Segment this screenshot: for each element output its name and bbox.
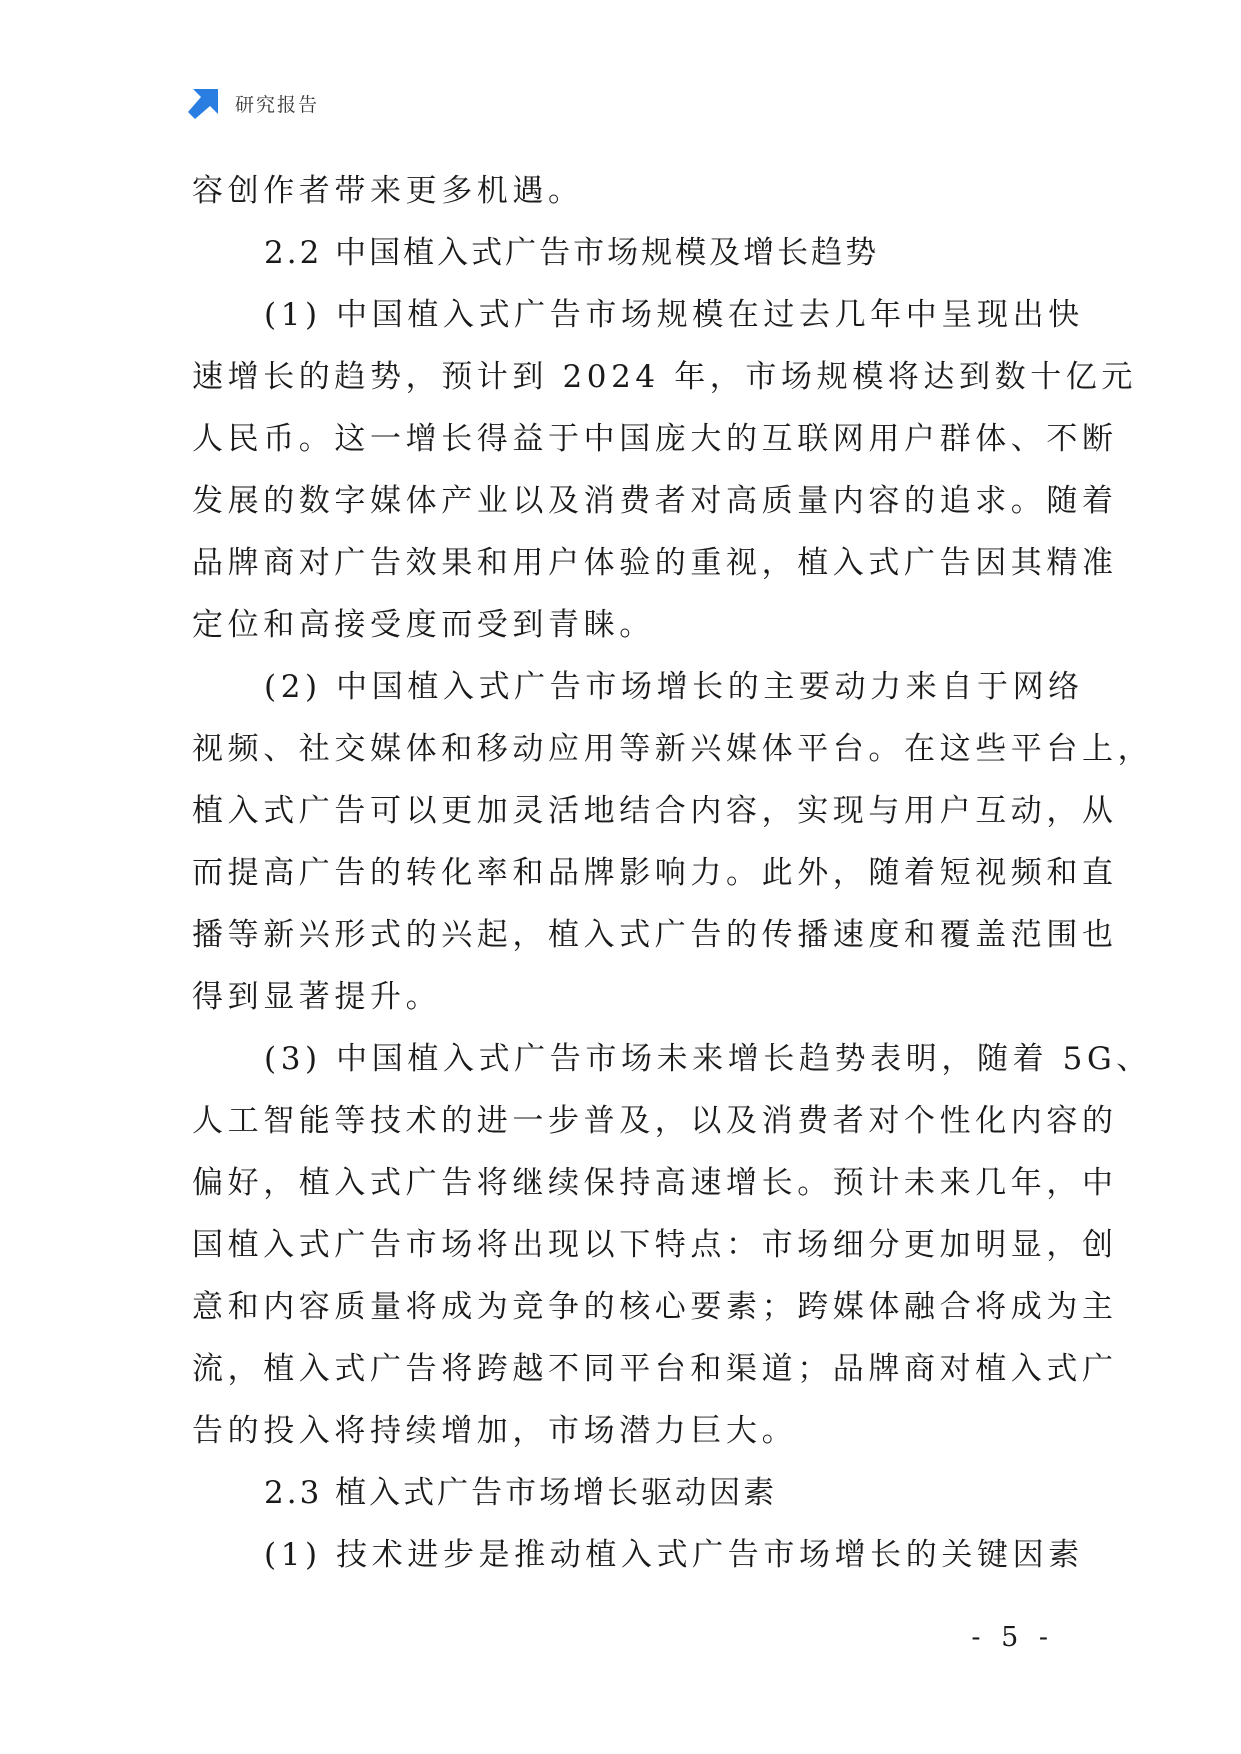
body-line: 人工智能等技术的进一步普及，以及消费者对个性化内容的 <box>192 1103 1118 1139</box>
body-line: 定位和高接受度而受到青睐。 <box>192 607 655 643</box>
body-line: 速增长的趋势，预计到 2024 年，市场规模将达到数十亿元 <box>192 359 1137 395</box>
paragraph-1-start: (1) 中国植入式广告市场规模在过去几年中呈现出快 <box>264 297 1084 333</box>
section-heading-2-3: 2.3 植入式广告市场增长驱动因素 <box>264 1475 778 1511</box>
body-line: 播等新兴形式的兴起，植入式广告的传播速度和覆盖范围也 <box>192 917 1118 953</box>
body-line: 容创作者带来更多机遇。 <box>192 173 584 209</box>
paragraph-3-start: (3) 中国植入式广告市场未来增长趋势表明，随着 5G、 <box>264 1041 1152 1077</box>
header-title: 研究报告 <box>235 93 320 116</box>
body-line: 植入式广告可以更加灵活地结合内容，实现与用户互动，从 <box>192 793 1118 829</box>
body-line: 得到显著提升。 <box>192 979 442 1015</box>
page-number: - 5 - <box>971 1622 1054 1653</box>
paragraph-2-start: (2) 中国植入式广告市场增长的主要动力来自于网络 <box>264 669 1084 705</box>
body-line: 发展的数字媒体产业以及消费者对高质量内容的追求。随着 <box>192 483 1118 519</box>
section-heading-2-2: 2.2 中国植入式广告市场规模及增长趋势 <box>264 235 880 271</box>
body-line: 意和内容质量将成为竞争的核心要素；跨媒体融合将成为主 <box>192 1289 1118 1325</box>
body-line: 偏好，植入式广告将继续保持高速增长。预计未来几年，中 <box>192 1165 1118 1201</box>
paragraph-4-start: (1) 技术进步是推动植入式广告市场增长的关键因素 <box>264 1537 1084 1573</box>
body-line: 国植入式广告市场将出现以下特点：市场细分更加明显，创 <box>192 1227 1118 1263</box>
body-line: 而提高广告的转化率和品牌影响力。此外，随着短视频和直 <box>192 855 1118 891</box>
page-header <box>187 86 319 120</box>
body-line: 品牌商对广告效果和用户体验的重视，植入式广告因其精准 <box>192 545 1118 581</box>
arrow-up-right-icon <box>187 86 221 120</box>
body-line: 流，植入式广告将跨越不同平台和渠道；品牌商对植入式广 <box>192 1351 1118 1387</box>
body-line: 告的投入将持续增加，市场潜力巨大。 <box>192 1413 798 1449</box>
document-body <box>192 160 1154 1586</box>
body-line: 人民币。这一增长得益于中国庞大的互联网用户群体、不断 <box>192 421 1118 457</box>
body-line: 视频、社交媒体和移动应用等新兴媒体平台。在这些平台上， <box>192 731 1154 767</box>
